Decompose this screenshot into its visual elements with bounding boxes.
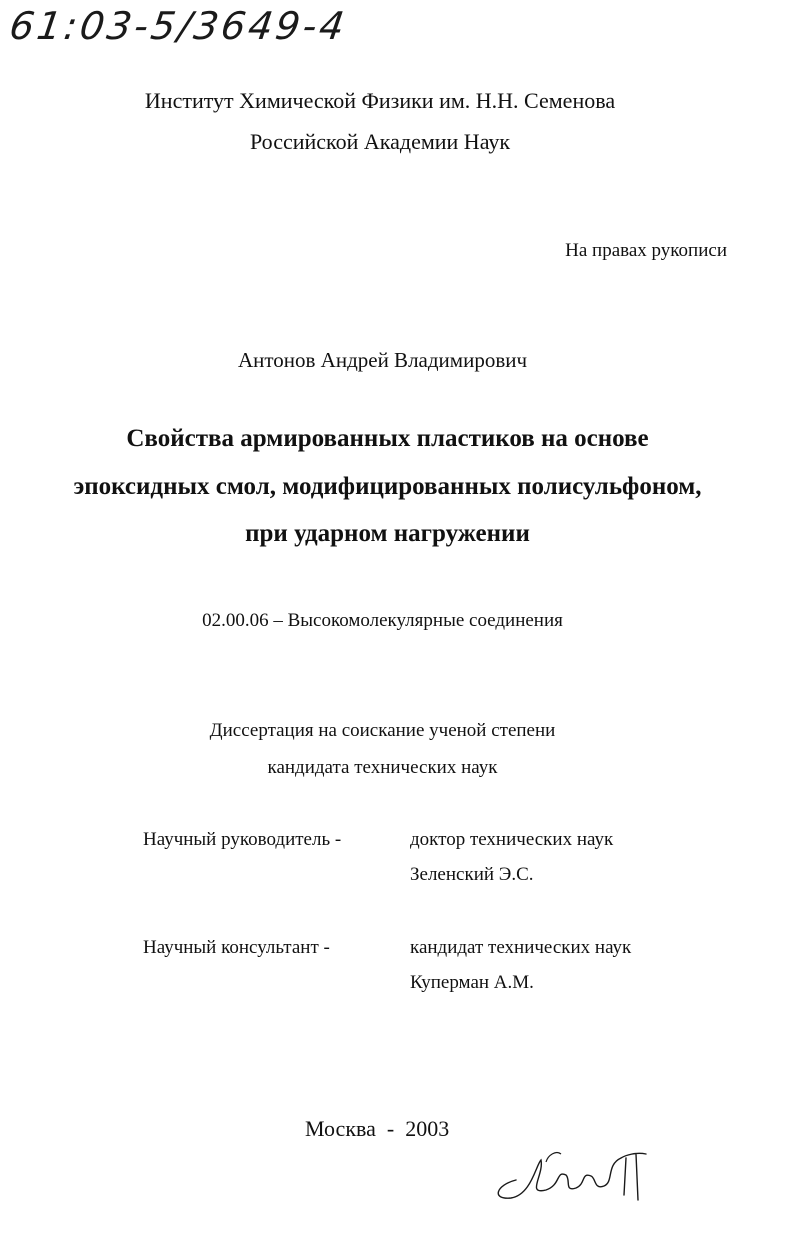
consultant-name: Куперман А.М. bbox=[410, 972, 534, 993]
academy-name: Российской Академии Наук bbox=[249, 129, 511, 154]
author-name: Антонов Андрей Владимирович bbox=[237, 348, 528, 372]
supervisor-title: доктор технических наук bbox=[410, 829, 614, 850]
thesis-title-line-1: Свойства армированных пластиков на основе bbox=[126, 425, 649, 452]
catalog-code-handwritten: 61:03-5/3649-4 bbox=[6, 4, 350, 48]
rights-note: На правах рукописи bbox=[565, 240, 727, 261]
specialty-code: 02.00.06 – Высокомолекулярные соединения bbox=[202, 610, 563, 631]
place-and-year: Москва - 2003 bbox=[305, 1116, 450, 1141]
handwritten-signature bbox=[486, 1140, 666, 1215]
thesis-title-line-2: эпоксидных смол, модифицированных полисульфоном, bbox=[73, 473, 702, 500]
supervisor-name: Зеленский Э.С. bbox=[410, 864, 534, 885]
institute-name: Институт Химической Физики им. Н.Н. Семенова bbox=[144, 88, 616, 113]
degree-line-2: кандидата технических наук bbox=[267, 757, 498, 778]
consultant-label: Научный консультант - bbox=[143, 937, 330, 958]
consultant-title: кандидат технических наук bbox=[410, 937, 632, 958]
signature-icon bbox=[486, 1140, 666, 1210]
degree-line-1: Диссертация на соискание ученой степени bbox=[209, 720, 556, 741]
thesis-title-line-3: при ударном нагружении bbox=[245, 520, 530, 547]
supervisor-label: Научный руководитель - bbox=[143, 829, 342, 850]
